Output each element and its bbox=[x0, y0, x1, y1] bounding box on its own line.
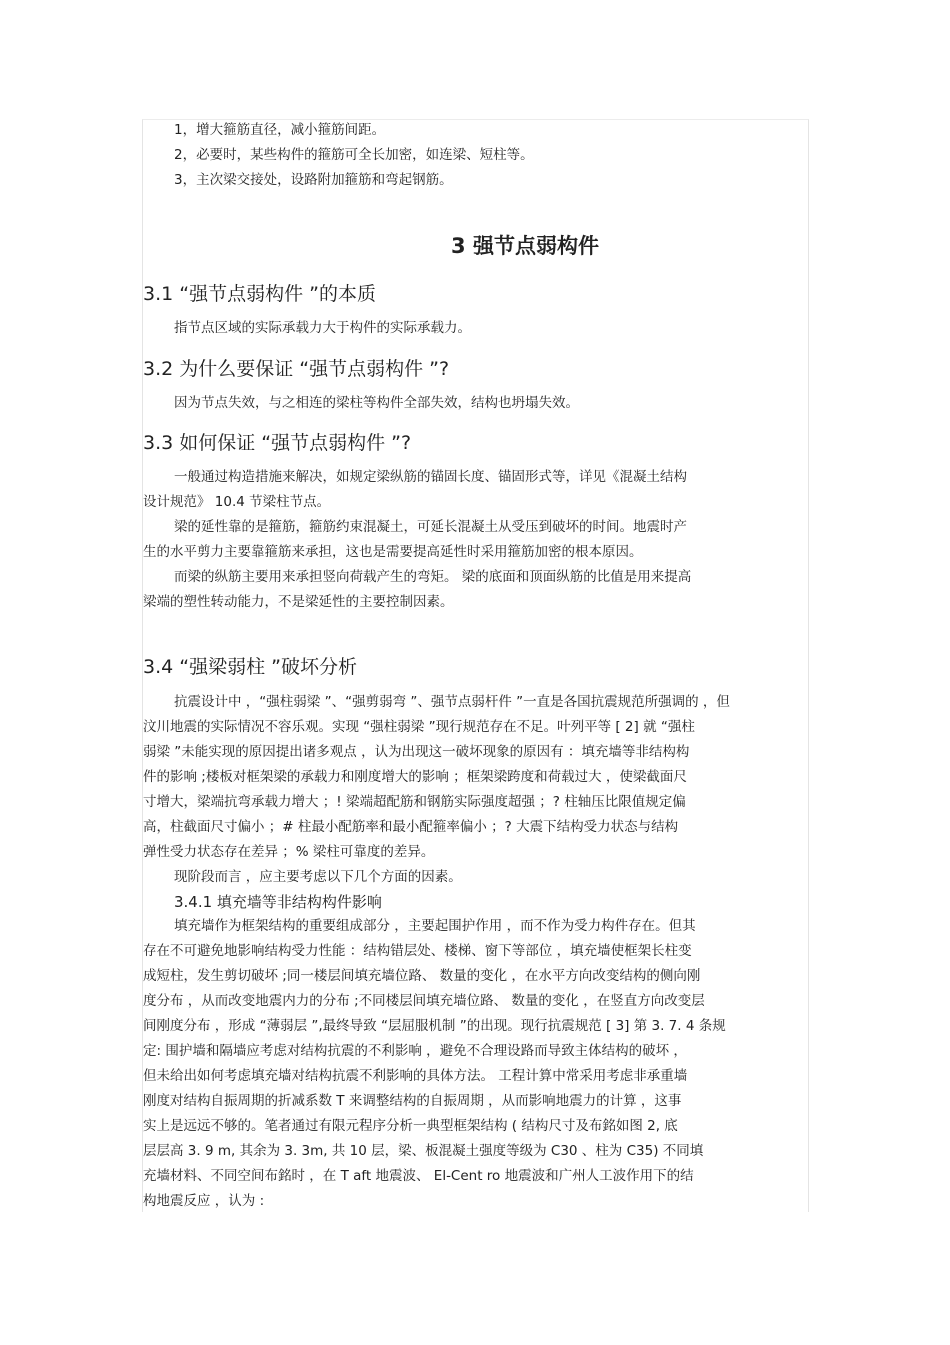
paragraph-line: 而梁的纵筋主要用来承担竖向荷载产生的弯矩。 梁的底面和顶面纵筋的比值是用来提高 bbox=[174, 569, 692, 585]
paragraph-line: 度分布 ，从而改变地震内力的分布 ;不同楼层间填充墙位路、 数量的变化 ，在竖直方向改变层 bbox=[143, 993, 705, 1009]
section-heading-3-4: 3.4 “强梁弱柱 ”破坏分析 bbox=[143, 656, 357, 678]
paragraph-line: 弹性受力状态存在差异 ；% 梁柱可靠度的差异。 bbox=[143, 844, 435, 860]
paragraph-line: 充墙材料、不同空间布銘时 ，在 T aft 地震波、 El-Cent ro 地震波和广州人工波作用下的结 bbox=[143, 1168, 694, 1184]
paragraph-line: 因为节点失效，与之相连的梁柱等构件全部失效，结构也坍塌失效。 bbox=[174, 395, 579, 411]
paragraph-line: 成短柱，发生剪切破坏 ;同一楼层间填充墙位路、 数量的变化 ，在水平方向改变结构的侧向刚 bbox=[143, 968, 701, 984]
paragraph-line: 件的影响 ;楼板对框架梁的承载力和刚度增大的影响 ；框架梁跨度和荷载过大 ，使梁截面尺 bbox=[143, 769, 687, 785]
paragraph-line: 层层高 3. 9 m, 其余为 3. 3m, 共 10 层，梁、板混凝土强度等级为 C30 、柱为 C35) 不同填 bbox=[143, 1143, 704, 1159]
paragraph-line: 一般通过构造措施来解决，如规定梁纵筋的锚固长度、锚固形式等，详见《混凝土结构 bbox=[174, 469, 687, 485]
section-heading-3-1: 3.1 “强节点弱构件 ”的本质 bbox=[143, 283, 376, 305]
paragraph-line: 梁端的塑性转动能力，不是梁延性的主要控制因素。 bbox=[143, 594, 454, 610]
paragraph-line: 刚度对结构自振周期的折减系数 T 来调整结构的自振周期 ，从而影响地震力的计算 ，这事 bbox=[143, 1093, 682, 1109]
paragraph-line: 实上是远远不够的。笔者通过有限元程序分析一典型框架结构 ( 结构尺寸及布銘如图 2, 底 bbox=[143, 1118, 678, 1134]
section-heading-3-2: 3.2 为什么要保证 “强节点弱构件 ”? bbox=[143, 358, 450, 380]
paragraph-line: 寸增大，梁端抗弯承载力增大 ；! 梁端超配筋和钢筋实际强度超强 ；? 柱轴压比限值规定偏 bbox=[143, 794, 686, 810]
paragraph-line: 生的水平剪力主要靠箍筋来承担，这也是需要提高延性时采用箍筋加密的根本原因。 bbox=[143, 544, 643, 560]
paragraph-line: 高，柱截面尺寸偏小 ；# 柱最小配筋率和最小配箍率偏小 ；? 大震下结构受力状态与结构 bbox=[143, 819, 679, 835]
paragraph-line: 汶川地震的实际情况不容乐观。实现 “强柱弱梁 ”现行规范存在不足。叶列平等 [ 2] 就 “强柱 bbox=[143, 719, 695, 735]
paragraph-line: 指节点区域的实际承载力大于构件的实际承载力。 bbox=[174, 320, 471, 336]
paragraph-line: 现阶段而言 ，应主要考虑以下几个方面的因素。 bbox=[174, 869, 462, 885]
section-heading-3-3: 3.3 如何保证 “强节点弱构件 ”? bbox=[143, 432, 412, 454]
subsection-heading-3-4-1: 3.4.1 填充墙等非结构构件影响 bbox=[174, 893, 382, 911]
paragraph-line: 定: 围护墙和隔墙应考虑对结构抗震的不利影响 ，避免不合理设路而导致主体结构的破坏 ， bbox=[143, 1043, 687, 1059]
paragraph-line: 存在不可避免地影响结构受力性能 ：结构错层处、楼梯、窗下等部位 ，填充墙使框架长柱变 bbox=[143, 943, 692, 959]
paragraph-line: 抗震设计中 ，“强柱弱梁 ”、“强剪弱弯 ”、强节点弱杆件 ”一直是各国抗震规范所强调的 ，但 bbox=[174, 694, 730, 710]
paragraph-line: 但未给出如何考虑填充墙对结构抗震不利影响的具体方法。 工程计算中常采用考虑非承重墙 bbox=[143, 1068, 688, 1084]
paragraph-line: 间刚度分布 ，形成 “薄弱层 ”,最终导致 “层屈服机制 ”的出现。现行抗震规范 [ 3] 第 3. 7. 4 条规 bbox=[143, 1018, 726, 1034]
paragraph-line: 设计规范》 10.4 节梁柱节点。 bbox=[143, 494, 331, 510]
paragraph-line: 构地震反应 ，认为 : bbox=[143, 1193, 265, 1209]
paragraph-line: 梁的延性靠的是箍筋，箍筋约束混凝土，可延长混凝土从受压到破坏的时间。地震时产 bbox=[174, 519, 687, 535]
chapter-title: 3 强节点弱构件 bbox=[451, 234, 599, 258]
list-item-1: 1，增大箍筋直径，减小箍筋间距。 bbox=[174, 122, 386, 138]
paragraph-line: 填充墙作为框架结构的重要组成部分 ，主要起围护作用 ，而不作为受力构件存在。但其 bbox=[174, 918, 696, 934]
list-item-2: 2，必要时，某些构件的箍筋可全长加密，如连梁、短柱等。 bbox=[174, 147, 534, 163]
list-item-3: 3，主次梁交接处，设路附加箍筋和弯起钢筋。 bbox=[174, 172, 453, 188]
paragraph-line: 弱梁 ”未能实现的原因提出诸多观点 ，认为出现这一破坏现象的原因有 ：填充墙等非结构构 bbox=[143, 744, 690, 760]
